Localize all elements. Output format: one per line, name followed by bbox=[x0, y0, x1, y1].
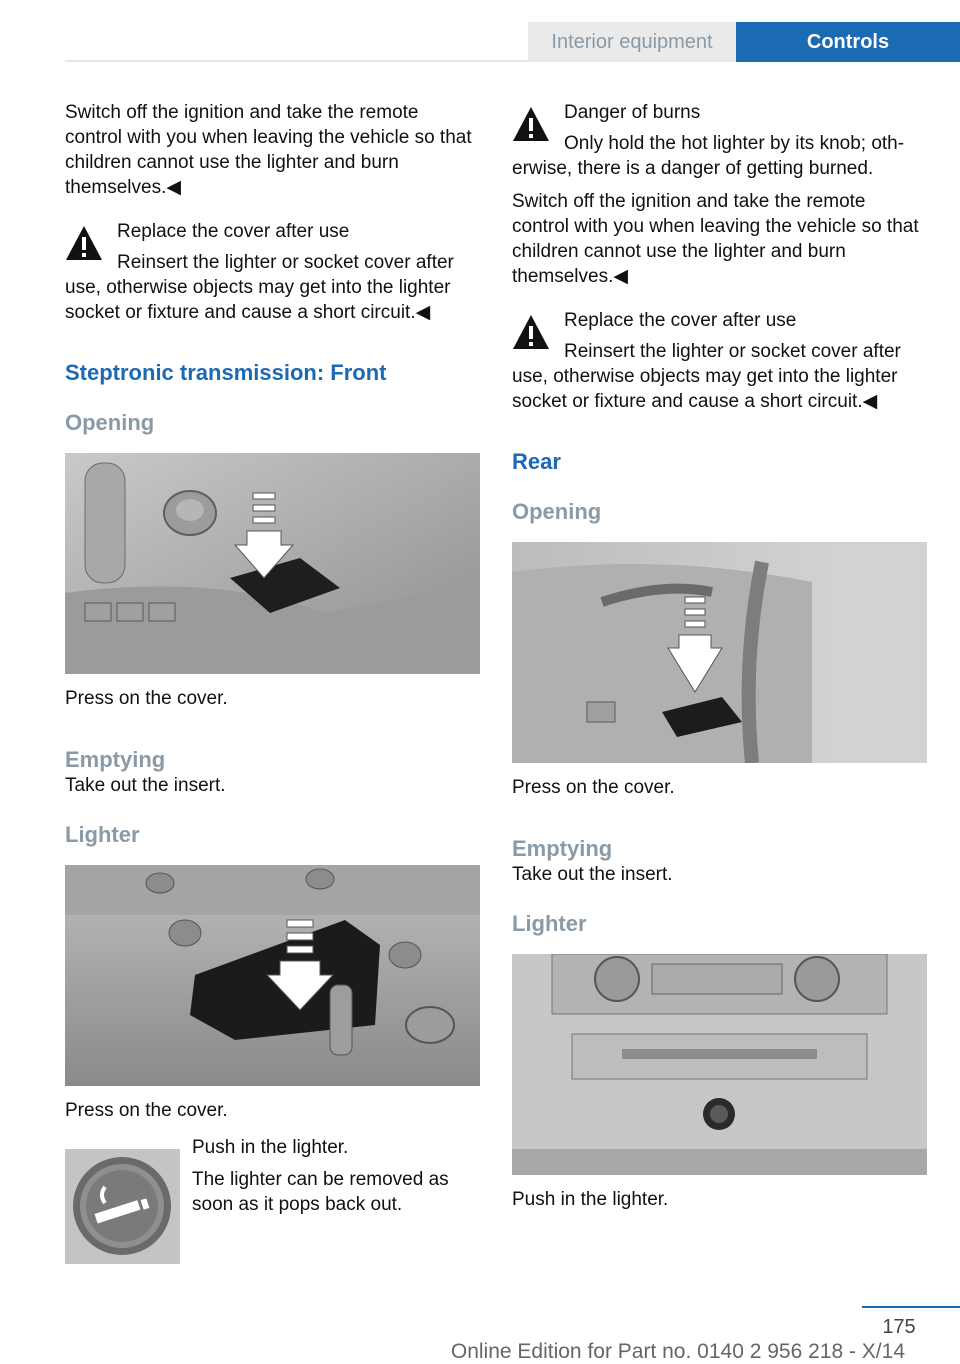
warning-title: Danger of burns bbox=[564, 102, 701, 123]
heading-opening: Opening bbox=[512, 499, 602, 524]
chapter-tab[interactable]: Controls bbox=[736, 22, 960, 62]
left-column bbox=[65, 100, 480, 1255]
emptying-text: Take out the insert. bbox=[512, 864, 673, 885]
page-number: 175 bbox=[882, 1316, 916, 1338]
heading-emptying: Emptying bbox=[65, 747, 166, 772]
warning-text: Reinsert the lighter or socket cover after use, otherwise objects may get into the lighter socket or fixture and cause a short circuit.◀ bbox=[65, 252, 454, 323]
heading-lighter: Lighter bbox=[512, 911, 587, 936]
caption-press-cover-rear: Press on the cover. bbox=[512, 777, 675, 798]
figure-rear-cover bbox=[512, 542, 927, 763]
figure-front-cover bbox=[65, 453, 480, 674]
warning-icon bbox=[512, 105, 550, 143]
heading-front: Steptronic transmission: Front bbox=[65, 360, 387, 385]
right-intro-text: Switch off the ignition and take the remote control with you when leaving the vehicle so that children cannot use the lighter and burn themselves.◀ bbox=[512, 191, 919, 287]
burn-warning bbox=[512, 100, 927, 181]
warning-text: Only hold the hot lighter by its knob; otherwise, there is a danger of getting burned. bbox=[512, 133, 905, 179]
warning-icon bbox=[512, 313, 550, 351]
warning-icon bbox=[65, 224, 103, 262]
footer-rule bbox=[862, 1306, 960, 1308]
heading-emptying: Emptying bbox=[512, 836, 613, 861]
right-warning bbox=[512, 308, 927, 414]
section-tab[interactable]: Interior equipment bbox=[528, 22, 736, 62]
emptying-text: Take out the insert. bbox=[65, 775, 226, 796]
figure-rear-lighter bbox=[512, 954, 927, 1175]
edition-text: Online Edition for Part no. 0140 2 956 218 - X/14 bbox=[450, 1340, 905, 1363]
warning-text: Reinsert the lighter or socket cover after use, otherwise objects may get into the lighter socket or fixture and cause a short circuit.◀ bbox=[512, 341, 901, 412]
right-column bbox=[512, 100, 927, 1212]
warning-title: Replace the cover after use bbox=[117, 221, 350, 242]
caption-press-cover-lighter: Press on the cover. bbox=[65, 1100, 228, 1121]
warning-title: Replace the cover after use bbox=[564, 310, 797, 331]
heading-rear: Rear bbox=[512, 449, 561, 474]
caption-press-cover-front: Press on the cover. bbox=[65, 688, 228, 709]
lighter-block bbox=[65, 1135, 480, 1255]
left-warning bbox=[65, 219, 480, 325]
left-intro-text: Switch off the ignition and take the remote control with you when leaving the vehicle so that children cannot use the lighter and burn themselves.◀ bbox=[65, 102, 472, 198]
removed-text: The lighter can be removed as soon as it pops back out. bbox=[192, 1169, 449, 1215]
caption-push-in-rear: Push in the lighter. bbox=[512, 1189, 669, 1210]
lighter-icon bbox=[65, 1149, 180, 1264]
heading-opening: Opening bbox=[65, 410, 155, 435]
heading-lighter: Lighter bbox=[65, 822, 140, 847]
figure-front-lighter bbox=[65, 865, 480, 1086]
push-in-text: Push in the lighter. bbox=[192, 1137, 349, 1158]
